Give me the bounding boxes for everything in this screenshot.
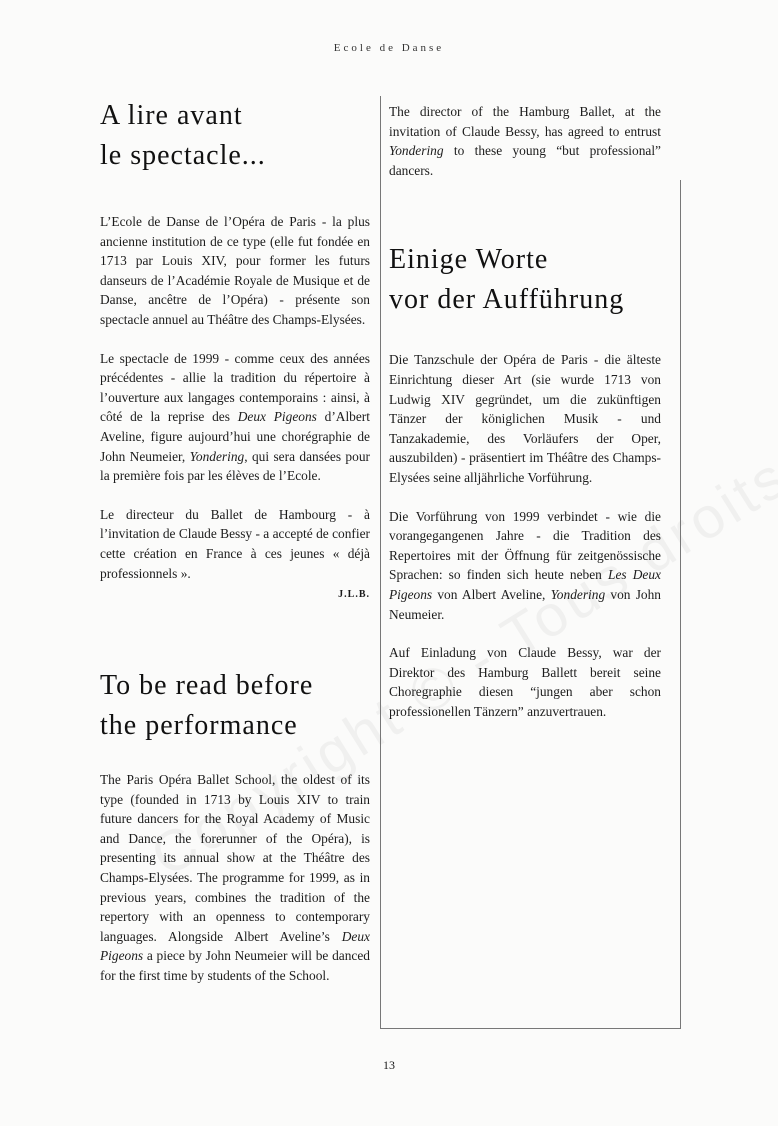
french-paragraph-1: L’Ecole de Danse de l’Opéra de Paris - la plus ancienne institution de ce type (elle fut fondée en 1713 par Louis XIV, pour former les futurs danseurs de l’Académie Royale de Musique et de Danse, ancêtre de l’Opéra) - présente son spectacle annuel au Théâtre des Champs-Elysées. (100, 214, 370, 327)
english-title-deux-pigeons: Deux Pigeons (100, 928, 370, 964)
german-title-deux-pigeons: Les Deux Pigeons (389, 567, 661, 602)
french-paragraph-2-text-a: Le spectacle de 1999 - comme ceux des années précédentes - allie la tradition du répertoire à l’ouverture aux langages contemporains : ainsi, à côté de la reprise des (100, 350, 370, 425)
french-heading-line-2: le spectacle... (100, 140, 266, 171)
french-heading-line-1: A lire avant (100, 100, 243, 131)
english-heading-line-2: the performance (100, 710, 298, 742)
german-paragraph-2-text-b: von Albert Aveline, (432, 586, 551, 602)
left-column (100, 96, 370, 986)
french-title-deux-pigeons: Deux Pigeons (237, 409, 317, 425)
running-head: Ecole de Danse (333, 42, 445, 54)
english-title-yondering: Yondering (389, 143, 444, 159)
german-paragraph-2-text-c: von John Neumeier. (389, 586, 661, 622)
english-paragraph-2-text-b: to these young “but professional” dancers. (389, 143, 661, 178)
frame-bottom-rule (380, 1028, 681, 1029)
german-heading-line-1: Einige Worte (389, 244, 549, 276)
author-signature: J.L.B. (338, 589, 370, 601)
french-paragraph-2 (100, 349, 370, 486)
english-paragraph-1 (100, 770, 370, 986)
german-heading-line-2: vor der Aufführung (389, 284, 625, 316)
frame-right-rule (680, 180, 681, 1029)
german-paragraph-2-text-a: Die Vorführung von 1999 verbindet - wie die vorangegangenen Jahre - die Tradition des Repertoires mit der Öffnung für zeitgenössische Sprachen: so finden sich heute neben (389, 508, 661, 583)
french-heading (100, 96, 370, 176)
french-paragraph-2-text-b: d’Albert Aveline, figure aujourd’hui une chorégraphie de John Neumeier, (100, 409, 370, 464)
english-heading-line-1: To be read before (100, 670, 314, 702)
english-heading (100, 666, 370, 746)
english-paragraph-1-text-a: The Paris Opéra Ballet School, the oldest of its type (founded in 1713 by Louis XIV to train future dancers for the Royal Academy of Music and Dance, the forerunner of the Opéra), is presenting its annual show at the Théâtre des Champs-Elysées. The programme for 1999, as in previous years, combines the tradition of the repertory with an openness to contemporary languages. Alongside Albert Aveline’s (100, 772, 370, 944)
german-paragraph-3: Auf Einladung von Claude Bessy, war der Direktor des Hamburg Ballett bereit seine Choregraphie diesen “jungen aber schon professionellen Tänzern” anzuvertrauen. (389, 645, 661, 719)
column-divider (380, 96, 381, 1028)
right-column (389, 102, 661, 721)
german-paragraph-2 (389, 507, 661, 625)
german-title-yondering: Yondering (550, 586, 606, 602)
german-heading (389, 240, 661, 320)
english-paragraph-2-text-a: The director of the Hamburg Ballet, at the invitation of Claude Bessy, has agreed to entrust (389, 104, 661, 139)
english-paragraph-2 (389, 102, 661, 180)
french-paragraph-2-text-c: , qui sera dansées pour la première fois par les élèves de l’Ecole. (100, 448, 370, 484)
english-paragraph-1-text-b: a piece by John Neumeier will be danced for the first time by students of the School. (100, 948, 370, 984)
page-number: 13 (383, 1058, 395, 1072)
french-title-yondering: Yondering (189, 448, 245, 464)
french-paragraph-3: Le directeur du Ballet de Hambourg - à l’invitation de Claude Bessy - a accepté de confier cette création en France à ces jeunes « déjà professionnels ». (100, 506, 370, 581)
german-paragraph-1: Die Tanzschule der Opéra de Paris - die älteste Einrichtung dieser Art (sie wurde 1713 von Ludwig XIV gegründet, um die zukünftigen Tänzer der königlichen Musik - und Tanzakademie, des Vorläufers der Oper, auszubilden) - präsentiert im Théâtre des Champs-Elysées seine alljährliche Vorführung. (389, 352, 661, 485)
